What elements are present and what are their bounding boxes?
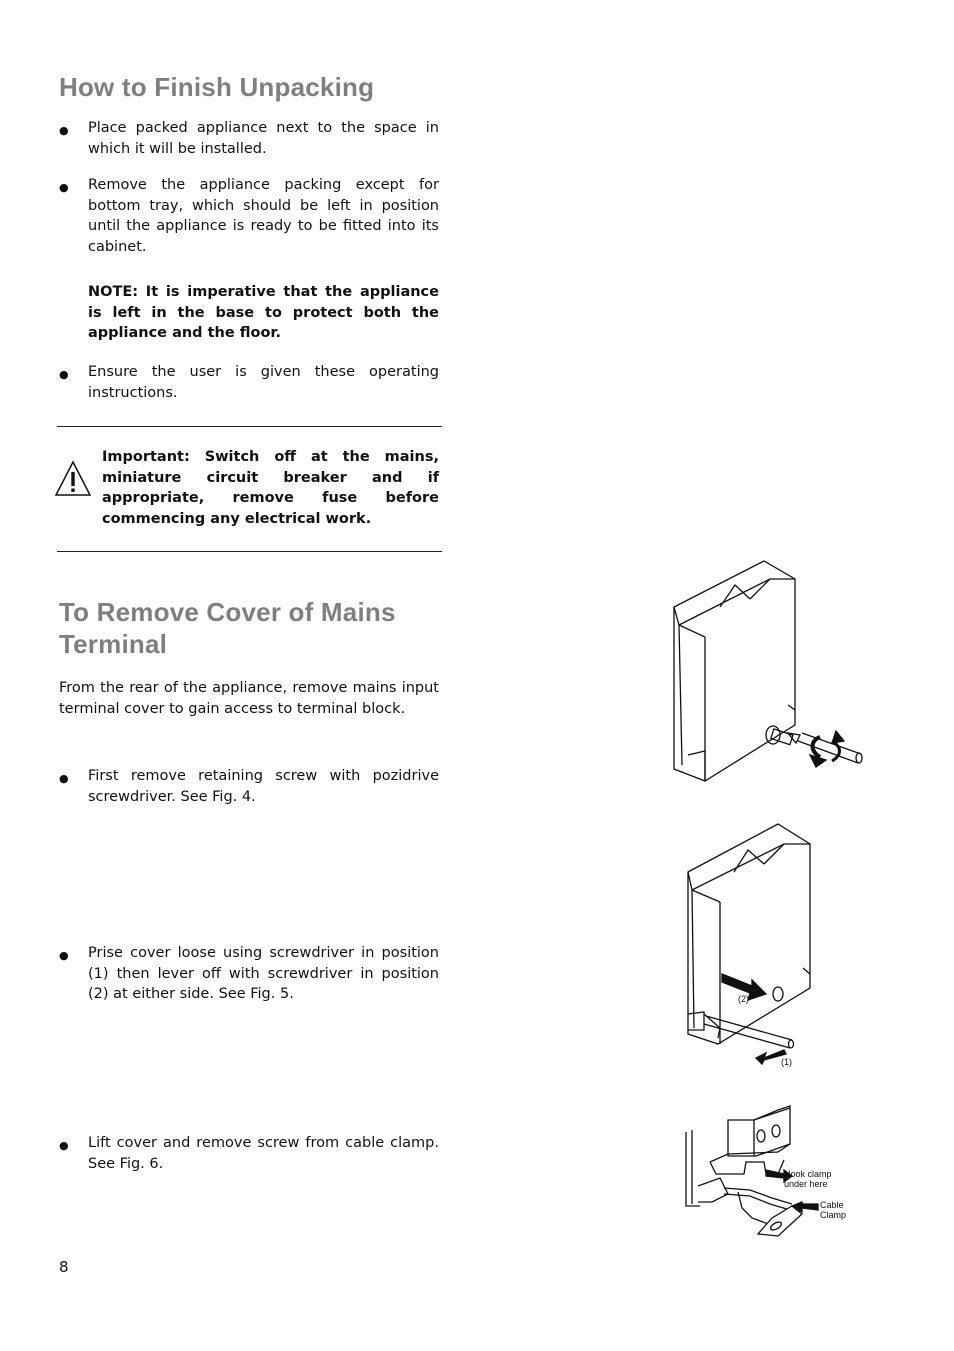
figure-5-label-2: (2) bbox=[738, 994, 749, 1004]
bullet-icon bbox=[59, 124, 70, 135]
unpacking-note: NOTE: It is imperative that the appliance is left in the base to protect both the appliance and the floor. bbox=[88, 284, 439, 342]
unpacking-step-1: Place packed appliance next to the space in which it will be installed. bbox=[88, 120, 439, 157]
figure-6-label-hook-1: Hook clamp bbox=[784, 1169, 832, 1179]
section-title-line-2: Terminal bbox=[59, 629, 168, 659]
terminal-step-2: Prise cover loose using screwdriver in position (1) then lever off with screwdriver in position (2) at either side. See Fig. 5. bbox=[88, 945, 439, 1003]
figure-6-label-hook-2: under here bbox=[784, 1179, 828, 1189]
bullet-icon bbox=[59, 1139, 70, 1150]
bullet-icon bbox=[59, 368, 70, 379]
figure-6-label-cable-1: Cable bbox=[820, 1200, 844, 1210]
warning-triangle-icon bbox=[54, 460, 92, 498]
section-title-terminal bbox=[59, 596, 396, 660]
divider-bottom bbox=[57, 551, 442, 552]
figure-5-prise-cover bbox=[680, 818, 820, 1073]
terminal-intro: From the rear of the appliance, remove mains input terminal cover to gain access to terminal block. bbox=[59, 680, 439, 717]
terminal-step-1: First remove retaining screw with pozidrive screwdriver. See Fig. 4. bbox=[88, 768, 439, 805]
figure-6-cable-clamp bbox=[680, 1100, 860, 1245]
unpacking-step-3: Ensure the user is given these operating instructions. bbox=[88, 364, 439, 401]
unpacking-step-2: Remove the appliance packing except for bottom tray, which should be left in position until the appliance is ready to be fitted into its cabinet. bbox=[88, 177, 439, 255]
warning-text: Important: Switch off at the mains, miniature circuit breaker and if appropriate, remove fuse before commencing any electrical work. bbox=[102, 449, 439, 527]
figure-6-label-cable-2: Clamp bbox=[820, 1210, 847, 1220]
bullet-icon bbox=[59, 949, 70, 960]
section-title-line-1: To Remove Cover of Mains bbox=[59, 597, 396, 627]
figure-5-label-1: (1) bbox=[781, 1057, 792, 1067]
figure-4-screw-removal bbox=[660, 555, 870, 795]
section-title-unpacking: How to Finish Unpacking bbox=[59, 72, 375, 102]
page-number: 8 bbox=[59, 1258, 69, 1276]
divider-top bbox=[57, 426, 442, 427]
bullet-icon bbox=[59, 772, 70, 783]
bullet-icon bbox=[59, 181, 70, 192]
terminal-step-3: Lift cover and remove screw from cable clamp. See Fig. 6. bbox=[88, 1135, 439, 1172]
